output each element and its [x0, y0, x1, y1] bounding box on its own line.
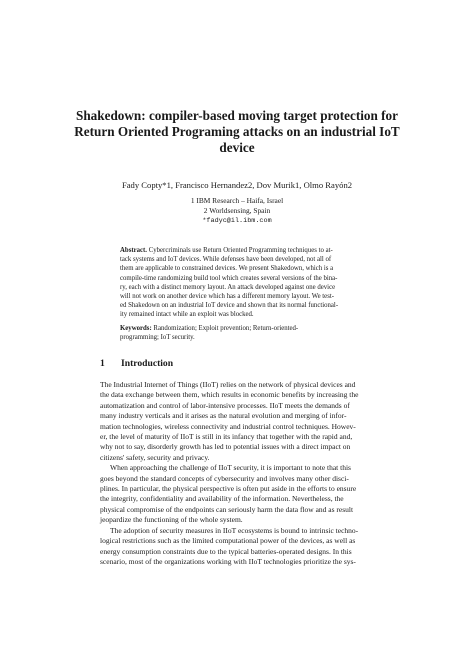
author-list: Fady Copty*1, Francisco Hernandez2, Dov Murik1, Olmo Rayón2	[121, 180, 353, 190]
author-email: *fadyc@il.ibm.com	[202, 217, 272, 225]
section-heading	[100, 358, 173, 369]
abstract-line: ry, each with a distinct memory layout. An attack developed against one device	[120, 283, 336, 291]
body-line: goes beyond the standard concepts of cybersecurity and involves many other disci-	[100, 473, 349, 483]
affiliations	[40, 196, 434, 226]
body-line: er, the level of maturity of IIoT is still in its infancy that together with the rapid and,	[100, 432, 353, 442]
section-title: Introduction	[121, 358, 174, 369]
abstract-line: tack systems and IoT devices. While defenses have been developed, not all of	[120, 256, 332, 264]
body-line: the integrity, confidentiality and availability of the information. Nevertheless, the	[100, 494, 344, 504]
abstract-line: them are applicable to constrained devices. We present Shakedown, which is a	[120, 265, 334, 273]
body-line: jeopardize the functioning of the whole system.	[100, 515, 243, 525]
body-line: many industry verticals and it arises as the natural evolution and merging of infor-	[100, 411, 347, 421]
body-line: the data exchange between them, which results in economic benefits by increasing the	[100, 390, 359, 400]
body-line: why not to say, disorderly growth has led to potential issues with a direct impact on	[100, 442, 351, 452]
keywords	[120, 324, 367, 342]
abstract-line: ity remained intact while an exploit was blocked.	[120, 311, 254, 319]
abstract-line: ed Shakedown on an industrial IoT device and shown that its normal functional-	[120, 302, 339, 310]
body-line: When approaching the challenge of IIoT security, it is important to note that this	[110, 463, 351, 473]
body-line: scenario, most of the organizations working with IIoT technologies prioritize the sys-	[100, 556, 356, 566]
title-line: Return Oriented Programing attacks on an industrial IoT	[74, 124, 400, 139]
section-number: 1	[100, 358, 105, 369]
affiliation-line: 1 IBM Research – Haifa, Israel	[190, 196, 284, 205]
abstract-line: Cybercriminals use Return Oriented Programming techniques to at-	[148, 247, 333, 254]
abstract	[120, 246, 367, 320]
body-line: mation technologies, wireless connectivity and industrial control techniques. Howev-	[100, 421, 356, 431]
abstract-line: will not work on another device which has a different memory layout. We test-	[120, 293, 334, 301]
abstract-line: compile-time randomizing build tool which creates several versions of the bina-	[120, 274, 338, 282]
body-line: energy consumption constraints due to the typical batteries-operated designs. In this	[100, 546, 352, 556]
body-line: The adoption of security measures in IIoT ecosystems is bound to intrinsic techno-	[110, 525, 359, 535]
keywords-line: Randomization; Exploit prevention; Return-oriented-	[153, 325, 299, 332]
body-line: automatization and control of labor-intensive processes. IIoT meets the demands of	[100, 400, 350, 410]
affiliation-line: 2 Worldsensing, Spain	[203, 206, 271, 215]
body-line: The Industrial Internet of Things (IIoT) relies on the network of physical devices and	[100, 380, 356, 389]
body-line: citizens' safety, security and privacy.	[100, 452, 210, 462]
abstract-label: Abstract.	[120, 247, 147, 254]
body-line: plines. In particular, the physical perspective is often put aside in the efforts to ensure	[100, 484, 357, 494]
introduction-body	[100, 380, 380, 567]
body-line: physical compromise of the endpoints can seriously harm the data flow and as result	[100, 504, 354, 514]
paper-title	[60, 108, 414, 156]
body-line: logical restrictions such as the limited computational power of the devices, as well as	[100, 536, 356, 546]
keywords-line: programming; IoT security.	[120, 334, 195, 342]
title-line: device	[219, 140, 255, 155]
keywords-label: Keywords:	[120, 325, 152, 332]
title-line: Shakedown: compiler-based moving target protection for	[76, 108, 398, 123]
